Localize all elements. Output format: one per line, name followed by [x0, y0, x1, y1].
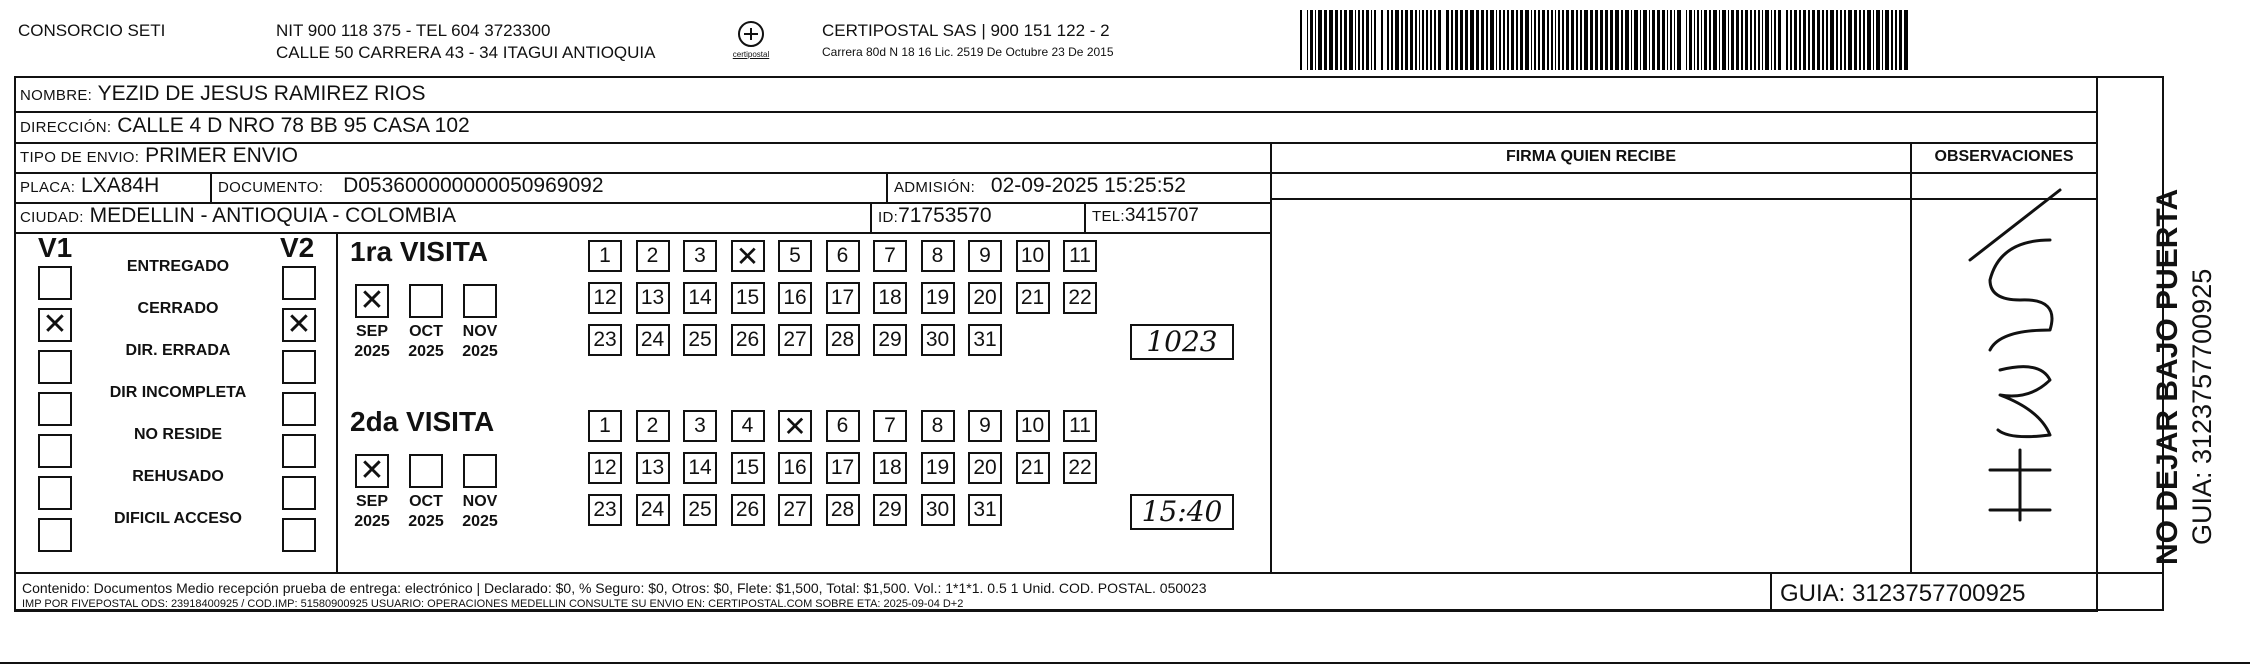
day-box[interactable]: 19 [921, 282, 955, 314]
month-year: 2025 [354, 513, 390, 530]
barcode-bar [1584, 10, 1588, 70]
day-box[interactable]: 16 [778, 282, 812, 314]
barcode-bar [1576, 10, 1578, 70]
barcode-bar [1455, 10, 1459, 70]
barcode-bar [1677, 10, 1681, 70]
day-box[interactable]: 17 [826, 452, 860, 484]
ciudad-label: CIUDAD: [20, 209, 84, 226]
barcode-bar [1741, 10, 1743, 70]
month-checkbox[interactable] [355, 454, 389, 488]
barcode-bar [1355, 10, 1357, 70]
admision-value: 02-09-2025 15:25:52 [990, 174, 1186, 197]
day-box[interactable]: 13 [636, 452, 670, 484]
month-label: NOV [462, 493, 498, 510]
barcode-bar [1415, 10, 1417, 70]
status-v2-checkbox[interactable] [282, 434, 316, 468]
barcode-bar [1538, 10, 1541, 70]
barcode-bar [1670, 10, 1672, 70]
day-box[interactable]: 29 [873, 324, 907, 356]
barcode-bar [1410, 10, 1414, 70]
barcode-bar [1516, 10, 1518, 70]
barcode-bar [1649, 10, 1651, 70]
day-box[interactable]: 11 [1063, 410, 1097, 442]
barcode-bar [1765, 10, 1769, 70]
status-label: NO RESIDE [133, 426, 222, 443]
day-box[interactable]: 29 [873, 494, 907, 526]
barcode-bar [1771, 10, 1773, 70]
admision-cell [888, 172, 1186, 202]
month-year: 2025 [408, 343, 444, 360]
visit-time[interactable]: 1023 [1130, 324, 1234, 360]
barcode-bar [1534, 10, 1536, 70]
footer-guia: GUIA: 3123757700925 [1780, 580, 2026, 607]
barcode-bar [1895, 10, 1897, 70]
barcode-bar [1840, 10, 1842, 70]
documento-label: DOCUMENTO: [218, 179, 324, 196]
month-checkbox[interactable] [355, 284, 389, 318]
barcode-bar [1558, 10, 1560, 70]
day-box[interactable]: 24 [636, 324, 670, 356]
barcode-bar [1434, 10, 1437, 70]
barcode-bar [1790, 10, 1793, 70]
barcode-bar [1451, 10, 1453, 70]
barcode-bar [1381, 10, 1384, 70]
barcode-bar [1315, 10, 1317, 70]
barcode-bar [1786, 10, 1788, 70]
barcode-bar [1371, 10, 1373, 70]
barcode-bar [1600, 10, 1604, 70]
carrier-line: CERTIPOSTAL SAS | 900 151 122 - 2 [822, 21, 1110, 40]
day-box[interactable]: 14 [683, 282, 717, 314]
barcode-bar [1507, 10, 1509, 70]
barcode-bar [1694, 10, 1696, 70]
day-box[interactable]: 12 [588, 282, 622, 314]
barcode-bar [1307, 10, 1309, 70]
day-box[interactable]: 30 [921, 494, 955, 526]
day-box[interactable]: 23 [588, 494, 622, 526]
month-checkbox[interactable] [463, 454, 497, 488]
visit-time[interactable]: 15:40 [1130, 494, 1234, 530]
day-box[interactable]: 27 [778, 494, 812, 526]
day-box[interactable]: 15 [731, 452, 765, 484]
barcode-bar [1426, 10, 1429, 70]
day-box[interactable]: 8 [921, 410, 955, 442]
status-v1-checkbox[interactable] [38, 266, 72, 300]
month-label: OCT [409, 323, 443, 340]
status-label: DIFICIL ACCESO [113, 510, 242, 527]
barcode-bar [1366, 10, 1369, 70]
day-box[interactable]: 4 [731, 410, 765, 442]
barcode-bar [1640, 10, 1642, 70]
company-name: CONSORCIO SETI [18, 21, 166, 40]
barcode-bar [1745, 10, 1749, 70]
month-checkbox[interactable] [463, 284, 497, 318]
tipo-label: TIPO DE ENVIO: [20, 149, 140, 166]
placa-cell [14, 172, 159, 202]
crossed-day-mark: ✕ [735, 240, 760, 273]
day-box[interactable]: 31 [968, 324, 1002, 356]
barcode-bar [1481, 10, 1484, 70]
day-box[interactable]: 3 [683, 240, 717, 272]
barcode-bar [1300, 10, 1302, 70]
barcode-bar [1625, 10, 1629, 70]
barcode-bar [1758, 10, 1760, 70]
barcode-bar [1778, 10, 1782, 70]
barcode-bar [1525, 10, 1529, 70]
barcode-bar [1643, 10, 1647, 70]
day-box[interactable]: 13 [636, 282, 670, 314]
barcode-bar [1817, 10, 1821, 70]
barcode-bar [1762, 10, 1764, 70]
barcode-bar [1470, 10, 1474, 70]
barcode-bar [1719, 10, 1721, 70]
barcode-bar [1531, 10, 1533, 70]
x-mark: ✕ [359, 283, 385, 318]
day-box[interactable]: 30 [921, 324, 955, 356]
day-box[interactable]: 2 [636, 410, 670, 442]
barcode-bar [1750, 10, 1752, 70]
direccion-label: DIRECCIÓN: [20, 119, 112, 136]
barcode-bar [1422, 10, 1424, 70]
month-year: 2025 [462, 513, 498, 530]
certipostal-logo [720, 20, 782, 64]
day-box[interactable]: 28 [826, 324, 860, 356]
day-box[interactable]: 14 [683, 452, 717, 484]
license-line: Carrera 80d N 18 16 Lic. 2519 De Octubre 23 De 2015 [822, 45, 1114, 59]
status-v2-checkbox[interactable] [282, 266, 316, 300]
barcode-bar [1754, 10, 1757, 70]
barcode-bar [1580, 10, 1583, 70]
barcode-bar [1674, 10, 1676, 70]
status-label: DIR INCOMPLETA [109, 384, 247, 401]
barcode-bar [1621, 10, 1624, 70]
day-box[interactable]: 23 [588, 324, 622, 356]
barcode-bar [1344, 10, 1348, 70]
day-box[interactable]: 16 [778, 452, 812, 484]
day-box[interactable]: 27 [778, 324, 812, 356]
barcode-bar [1610, 10, 1614, 70]
day-box[interactable]: 10 [1016, 240, 1050, 272]
day-box[interactable]: 12 [588, 452, 622, 484]
ciudad-cell [14, 202, 456, 232]
barcode-bar [1511, 10, 1515, 70]
barcode-bar [1667, 10, 1669, 70]
placa-label: PLACA: [20, 179, 76, 196]
day-box[interactable]: 25 [683, 494, 717, 526]
status-label: REHUSADO [132, 468, 224, 485]
month-label: SEP [355, 493, 388, 510]
day-box[interactable]: 2 [636, 240, 670, 272]
documento-value: D053600000000050969092 [343, 174, 604, 197]
barcode-bar [1634, 10, 1638, 70]
barcode-bar [1631, 10, 1633, 70]
barcode-bar [1689, 10, 1692, 70]
barcode-bar [1405, 10, 1408, 70]
day-box[interactable]: 17 [826, 282, 860, 314]
crossed-day-mark: ✕ [783, 410, 807, 443]
day-box[interactable]: 31 [968, 494, 1002, 526]
barcode-bar [1657, 10, 1661, 70]
barcode-bar [1349, 10, 1353, 70]
status-v2-checkbox[interactable] [282, 476, 316, 510]
barcode-bar [1430, 10, 1432, 70]
day-box[interactable]: 5 [778, 240, 812, 272]
month-year: 2025 [354, 343, 390, 360]
id-value: 71753570 [898, 204, 992, 227]
side-line2: GUIA: 3123757700925 [2187, 268, 2217, 545]
day-box[interactable]: 9 [968, 240, 1002, 272]
barcode-bar [1547, 10, 1550, 70]
barcode-bar [1709, 10, 1712, 70]
direccion-row [14, 112, 470, 142]
day-box[interactable]: 1 [588, 410, 622, 442]
barcode-bar [1704, 10, 1707, 70]
barcode-bar [1329, 10, 1333, 70]
month-checkbox[interactable] [409, 454, 443, 488]
id-label: ID: [878, 209, 899, 226]
barcode-bar [1499, 10, 1501, 70]
barcode-bar [1490, 10, 1494, 70]
footer-line2: IMP POR FIVEPOSTAL ODS: 23918400925 / COD.IMP: 51580900925 USUARIO: OPERACIONES MEDELLIN CONSULTE SU ENVIO EN: CERTIPOSTAL.COM SOBRE ETA: 2025-09-04 D+2 [22, 598, 964, 610]
day-box[interactable]: 19 [921, 452, 955, 484]
firma-label: FIRMA QUIEN RECIBE [1505, 148, 1677, 165]
barcode-bar [1590, 10, 1594, 70]
barcode-bar [1812, 10, 1815, 70]
barcode-bar [1395, 10, 1399, 70]
nit-line: NIT 900 118 375 - TEL 604 3723300 [276, 21, 551, 40]
status-label: ENTREGADO [126, 258, 230, 275]
day-box[interactable]: 21 [1016, 282, 1050, 314]
barcode-bar [1391, 10, 1394, 70]
status-v2-checkbox[interactable] [282, 518, 316, 552]
barcode-bar [1662, 10, 1665, 70]
barcode-bar [1652, 10, 1655, 70]
status-v1-checkbox[interactable] [38, 518, 72, 552]
barcode-bar [1826, 10, 1829, 70]
day-box[interactable] [731, 240, 765, 272]
nombre-label: NOMBRE: [20, 87, 93, 104]
barcode-bar [1340, 10, 1342, 70]
tel-cell [1086, 202, 1199, 231]
barcode-bar [1803, 10, 1806, 70]
tel-label: TEL: [1092, 208, 1125, 225]
day-box[interactable]: 1 [588, 240, 622, 272]
barcode-bar [1358, 10, 1360, 70]
barcode-bar [1731, 10, 1734, 70]
barcode-bar [1722, 10, 1726, 70]
day-box[interactable]: 11 [1063, 240, 1097, 272]
day-box[interactable]: 3 [683, 410, 717, 442]
logo-text: certipostal [732, 50, 770, 59]
barcode-bar [1794, 10, 1797, 70]
day-box[interactable]: 20 [968, 452, 1002, 484]
visit-title: 1ra VISITA [350, 236, 488, 267]
barcode-bar [1836, 10, 1839, 70]
barcode-bar [1808, 10, 1811, 70]
barcode-bar [1697, 10, 1699, 70]
handwritten-signature [1930, 180, 2080, 560]
barcode-bar [1387, 10, 1389, 70]
day-box[interactable]: 9 [968, 410, 1002, 442]
barcode-bar [1605, 10, 1608, 70]
barcode-bar [1799, 10, 1802, 70]
x-mark: ✕ [42, 307, 68, 342]
day-box[interactable]: 8 [921, 240, 955, 272]
barcode-bar [1873, 10, 1875, 70]
day-box[interactable]: 22 [1063, 452, 1097, 484]
day-box[interactable]: 18 [873, 452, 907, 484]
barcode [1300, 10, 1910, 70]
barcode-bar [1542, 10, 1545, 70]
barcode-bar [1419, 10, 1421, 70]
day-box[interactable]: 20 [968, 282, 1002, 314]
barcode-bar [1863, 10, 1866, 70]
x-mark: ✕ [286, 307, 312, 342]
admision-label: ADMISIÓN: [894, 179, 976, 196]
month-checkbox[interactable] [409, 284, 443, 318]
tipo-value: PRIMER ENVIO [145, 144, 298, 167]
barcode-bar [1362, 10, 1365, 70]
day-box[interactable]: 28 [826, 494, 860, 526]
documento-cell [212, 172, 604, 202]
barcode-bar [1335, 10, 1339, 70]
barcode-bar [1736, 10, 1740, 70]
barcode-bar [1310, 10, 1313, 70]
barcode-bar [1555, 10, 1557, 70]
direccion-value: CALLE 4 D NRO 78 BB 95 CASA 102 [117, 114, 470, 137]
barcode-bar [1686, 10, 1688, 70]
ciudad-value: MEDELLIN - ANTIOQUIA - COLOMBIA [89, 204, 457, 227]
barcode-bar [1885, 10, 1889, 70]
barcode-bar [1465, 10, 1469, 70]
day-box[interactable]: 21 [1016, 452, 1050, 484]
barcode-bar [1460, 10, 1463, 70]
barcode-bar [1774, 10, 1776, 70]
barcode-bar [1859, 10, 1861, 70]
barcode-bar [1701, 10, 1703, 70]
status-v1-checkbox[interactable] [38, 308, 72, 342]
tipo-row [14, 142, 298, 172]
v2-label: V2 [280, 232, 315, 263]
status-v1-checkbox[interactable] [38, 350, 72, 384]
status-v2-checkbox[interactable] [282, 308, 316, 342]
barcode-bar [1566, 10, 1569, 70]
day-box[interactable]: 22 [1063, 282, 1097, 314]
barcode-bar [1520, 10, 1524, 70]
barcode-bar [1595, 10, 1598, 70]
day-box[interactable]: 10 [1016, 410, 1050, 442]
barcode-bar [1867, 10, 1871, 70]
footer-line1: Contenido: Documentos Medio recepción prueba de entrega: electrónico | Declarado: $0, % Seguro: $0, Otros: $0, Flete: $1,500, Total: $1,500. Vol.: 1*1*1. 0.5 1 Unid. COD. POSTAL. 050023 [22, 580, 1207, 596]
side-text [2150, 189, 2218, 565]
x-mark: ✕ [359, 453, 385, 488]
status-v1-checkbox[interactable] [38, 392, 72, 426]
placa-value: LXA84H [81, 174, 160, 197]
barcode-bar [1822, 10, 1824, 70]
barcode-bar [1844, 10, 1847, 70]
day-box[interactable]: 6 [826, 240, 860, 272]
barcode-bar [1476, 10, 1480, 70]
month-label: OCT [409, 493, 443, 510]
barcode-bar [1876, 10, 1880, 70]
day-box[interactable]: 26 [731, 324, 765, 356]
id-cell [872, 202, 992, 232]
status-v2-checkbox[interactable] [282, 392, 316, 426]
tel-value: 3415707 [1124, 205, 1199, 226]
barcode-bar [1854, 10, 1858, 70]
barcode-bar [1882, 10, 1884, 70]
barcode-bar [1446, 10, 1450, 70]
day-box[interactable]: 26 [731, 494, 765, 526]
barcode-bar [1713, 10, 1717, 70]
address-line: CALLE 50 CARRERA 43 - 34 ITAGUI ANTIOQUIA [276, 43, 656, 62]
barcode-bar [1728, 10, 1730, 70]
day-box[interactable] [778, 410, 812, 442]
barcode-bar [1551, 10, 1553, 70]
day-box[interactable]: 6 [826, 410, 860, 442]
nombre-value: YEZID DE JESUS RAMIREZ RIOS [97, 82, 426, 105]
barcode-bar [1486, 10, 1489, 70]
barcode-bar [1324, 10, 1328, 70]
month-label: SEP [355, 323, 388, 340]
day-box[interactable]: 15 [731, 282, 765, 314]
day-box[interactable]: 24 [636, 494, 670, 526]
barcode-bar [1401, 10, 1404, 70]
barcode-bar [1848, 10, 1852, 70]
barcode-bar [1891, 10, 1894, 70]
day-box[interactable]: 7 [873, 410, 907, 442]
month-year: 2025 [408, 513, 444, 530]
barcode-bar [1438, 10, 1441, 70]
v1-label: V1 [38, 232, 73, 263]
barcode-bar [1374, 10, 1376, 70]
barcode-bar [1830, 10, 1834, 70]
side-line1: NO DEJAR BAJO PUERTA [2151, 188, 2184, 565]
barcode-bar [1615, 10, 1619, 70]
month-label: NOV [462, 323, 498, 340]
barcode-bar [1503, 10, 1506, 70]
nombre-row [14, 80, 425, 110]
status-v1-checkbox[interactable] [38, 476, 72, 510]
barcode-bar [1571, 10, 1575, 70]
barcode-bar [1496, 10, 1498, 70]
month-year: 2025 [462, 343, 498, 360]
visit-title: 2da VISITA [350, 406, 495, 437]
day-box[interactable]: 18 [873, 282, 907, 314]
day-box[interactable]: 7 [873, 240, 907, 272]
day-box[interactable]: 25 [683, 324, 717, 356]
barcode-bar [1318, 10, 1322, 70]
status-label: CERRADO [137, 300, 219, 317]
barcode-bar [1899, 10, 1903, 70]
observaciones-label: OBSERVACIONES [1934, 148, 2074, 165]
barcode-bar [1904, 10, 1908, 70]
status-v2-checkbox[interactable] [282, 350, 316, 384]
barcode-bar [1562, 10, 1565, 70]
status-label: DIR. ERRADA [125, 342, 231, 359]
status-v1-checkbox[interactable] [38, 434, 72, 468]
